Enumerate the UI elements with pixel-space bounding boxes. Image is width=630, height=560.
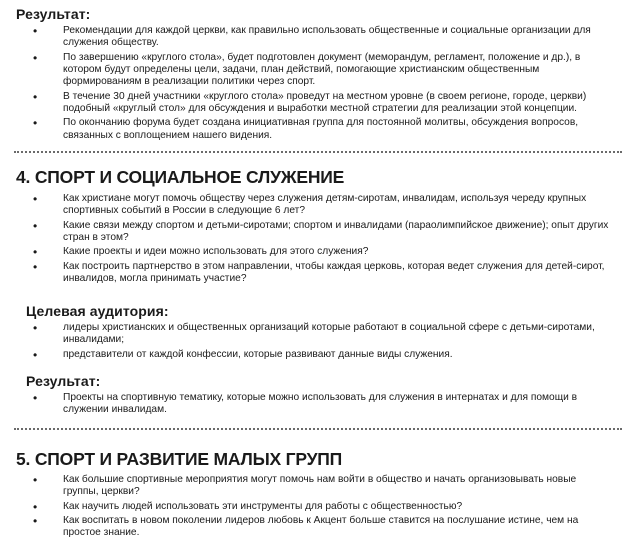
question-list (0, 193, 630, 285)
list-item: • Как научить людей использовать эти инструменты для работы с общественностью? (0, 501, 630, 513)
list-item: • Рекомендации для каждой церкви, как правильно использовать общественные и социальные организации для служения обществу. (0, 25, 630, 49)
list-item: • Как воспитать в новом поколении лидеров любовь к Акцент больше ставится на послушание истине, чем на простое знание. (0, 515, 630, 539)
list-item: • Как христиане могут помочь обществу через служения детям-сиротам, инвалидам, используя череду крупных спортивных событий в России в следующие 6 лет? (0, 193, 630, 217)
question-list (0, 474, 630, 540)
list-item: • лидеры христианских и общественных организаций которые работают в социальной сфере с детьми-сиротами, инвалидами; (0, 322, 630, 346)
list-item: • представители от каждой конфессии, которые развивают данные виды служения. (0, 349, 630, 361)
list-item: • Как большие спортивные мероприятия могут помочь нам войти в общество и начать организовывать новые группы, церкви? (0, 474, 630, 498)
target-audience-block (0, 303, 630, 363)
list-item: • Какие проекты и идеи можно использовать для этого служения? (0, 246, 630, 258)
section-divider (14, 151, 622, 153)
target-audience-label: Целевая аудитория: (26, 303, 169, 319)
result-list (0, 392, 630, 416)
result-block-2 (0, 373, 630, 419)
section-4-questions (0, 193, 630, 288)
section-heading-5: 5. СПОРТ И РАЗВИТИЕ МАЛЫХ ГРУПП (16, 449, 343, 469)
result-list (0, 25, 630, 142)
section-heading-4: 4. СПОРТ И СОЦИАЛЬНОЕ СЛУЖЕНИЕ (16, 167, 345, 187)
section-5-questions (0, 474, 630, 542)
result-label: Результат: (16, 6, 91, 22)
audience-list (0, 322, 630, 361)
list-item: • По окончанию форума будет создана инициативная группа для постоянной молитвы, обсуждения вопросов, связанных с воплощением нашего видения. (0, 117, 630, 141)
result-block-1 (0, 6, 630, 144)
list-item: • Как построить партнерство в этом направлении, чтобы каждая церковь, которая ведет служения для детей-сирот, инвалидов, могла принимать участие? (0, 261, 630, 285)
list-item: • Проекты на спортивную тематику, которые можно использовать для служения в интернатах и для помощи в служении инвалидам. (0, 392, 630, 416)
result-label: Результат: (26, 373, 101, 389)
list-item: • По завершению «круглого стола», будет подготовлен документ (меморандум, регламент, положение и др.), в котором будут определены цели, задачи, план действий, помогающие христианским общественным формированиям в реализации политики через спорт. (0, 52, 630, 89)
section-divider (14, 428, 622, 430)
list-item: • В течение 30 дней участники «круглого стола» проведут на местном уровне (в своем регионе, городе, церкви) подобный «круглый стол» для обсуждения и выработки местной стратегии для реализации этой концепции. (0, 91, 630, 115)
list-item: • Какие связи между спортом и детьми-сиротами; спортом и инвалидами (параолимпийское движение); опыт других стран в этом? (0, 220, 630, 244)
